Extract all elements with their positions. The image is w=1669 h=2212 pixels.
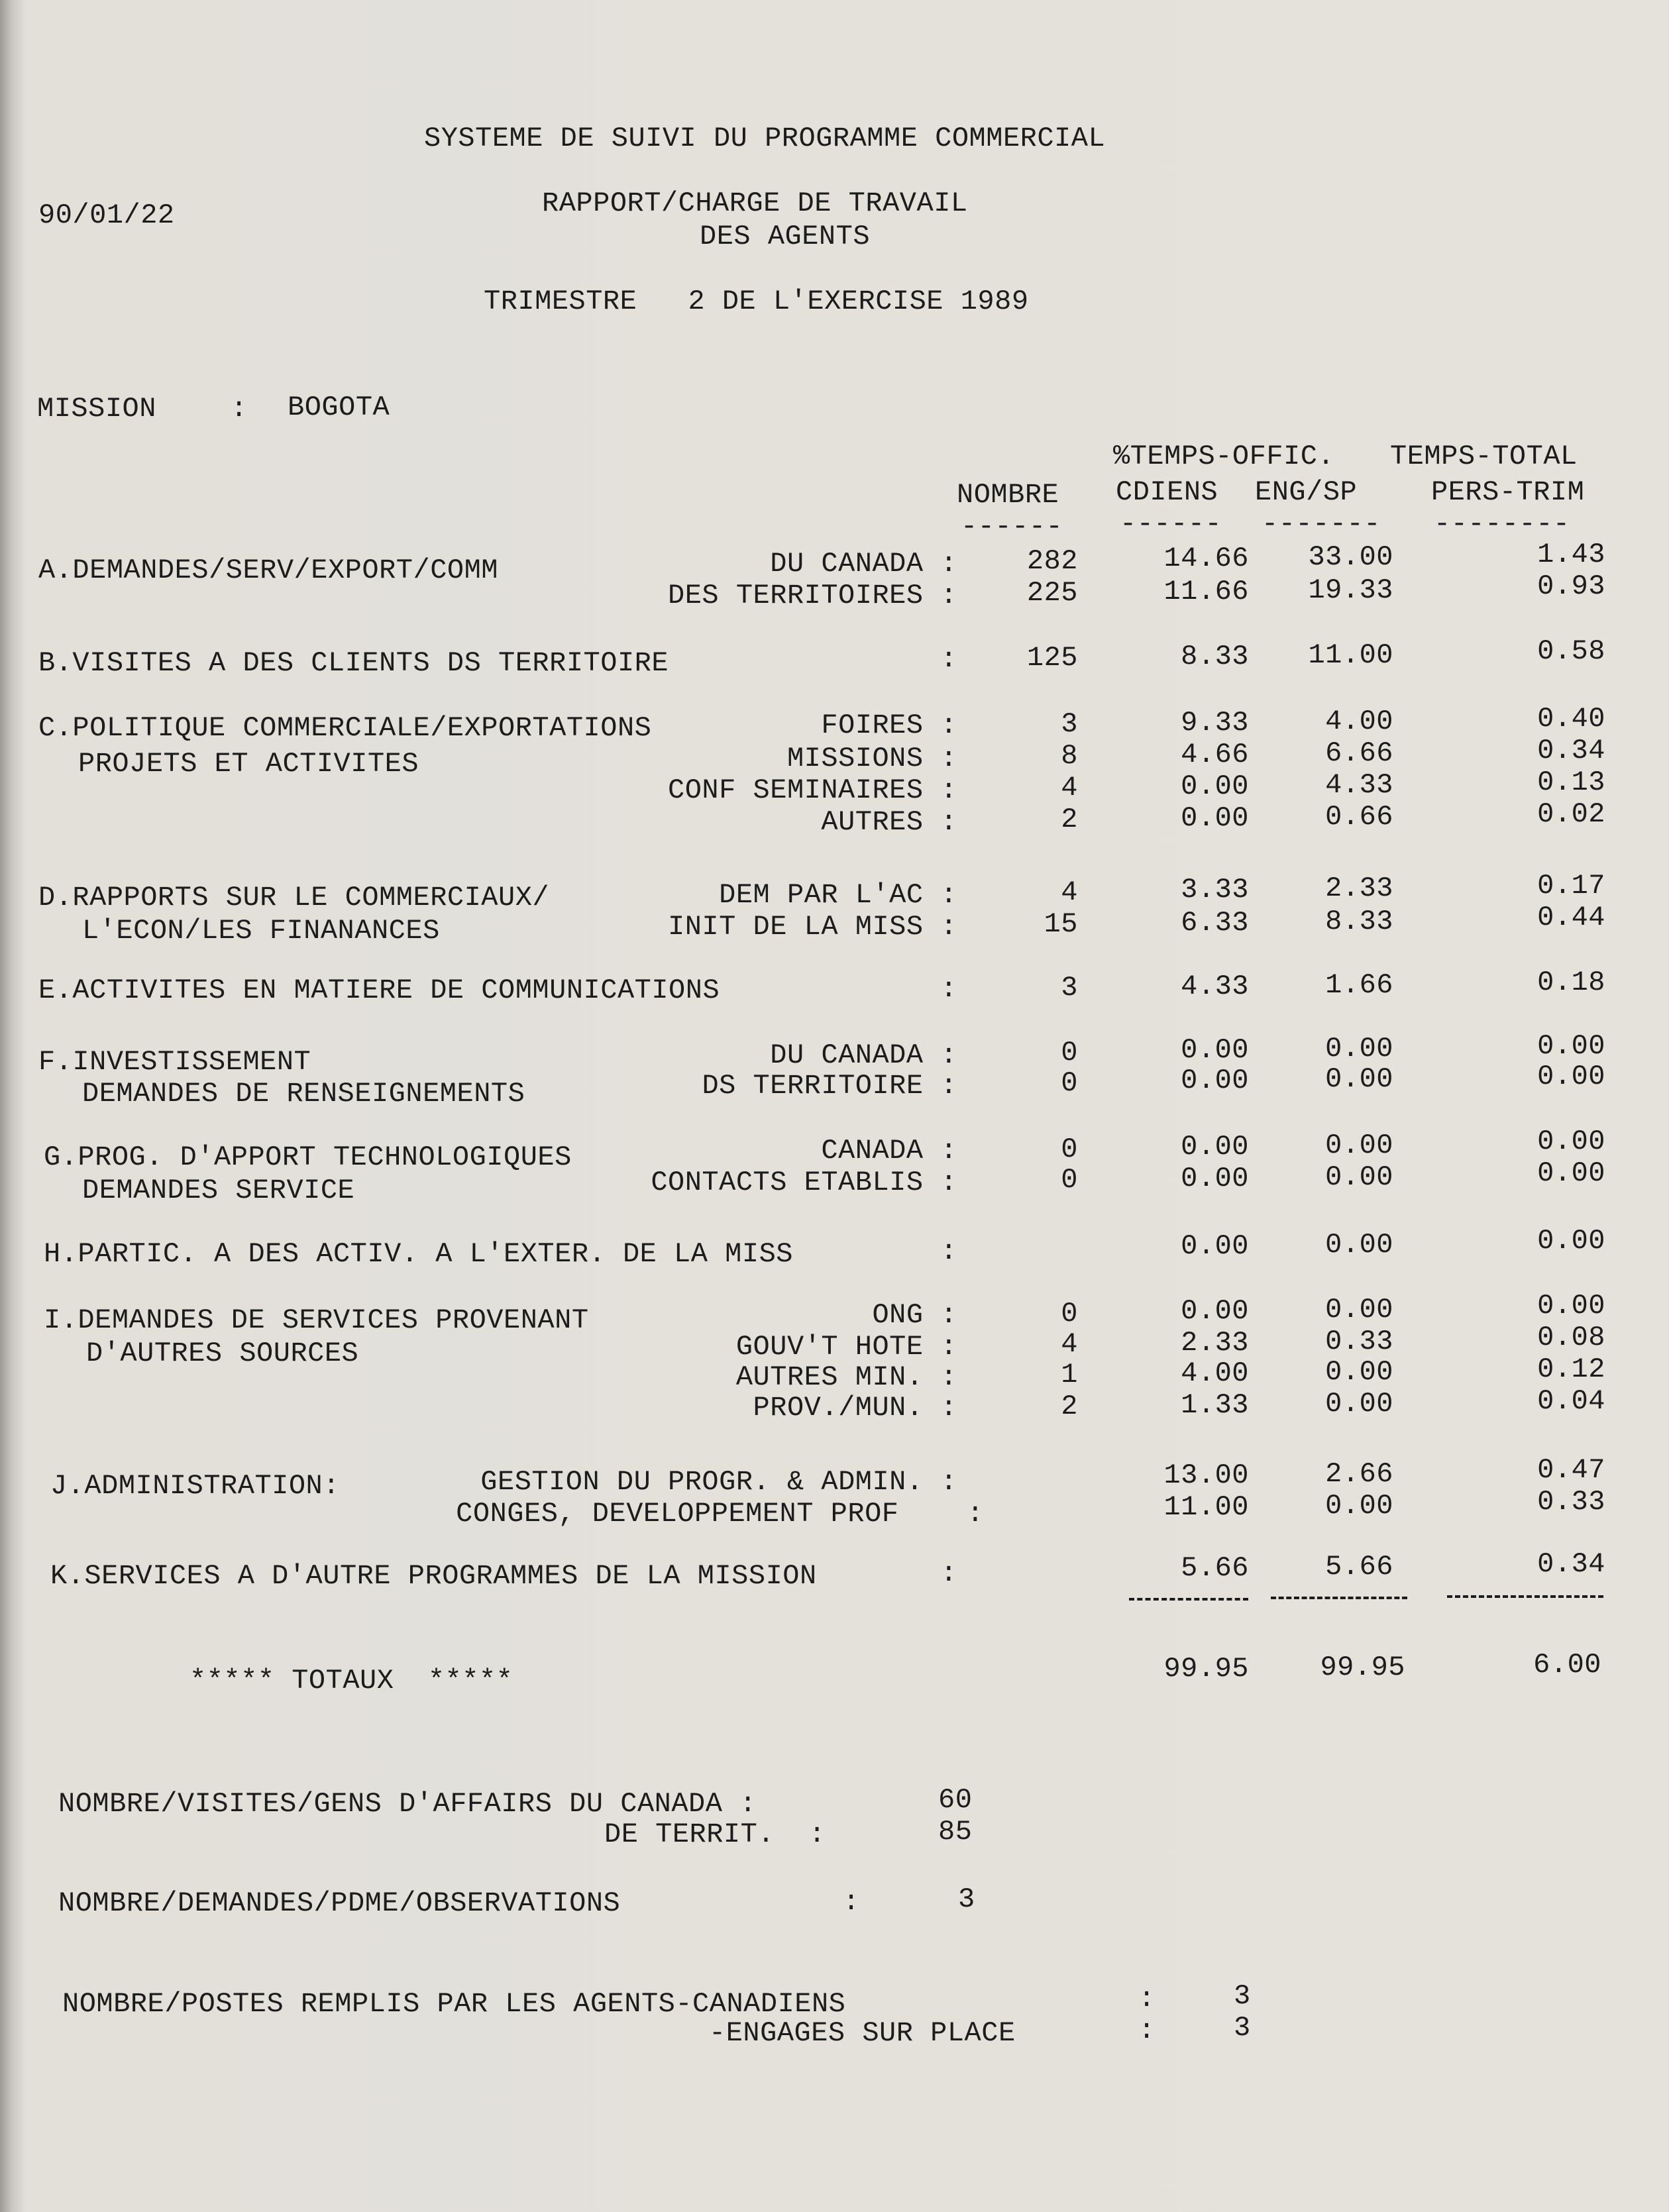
section-a-title: A.DEMANDES/SERV/EXPORT/COMM [38, 554, 499, 586]
pdme-value: 3 [958, 1883, 975, 1915]
row-perstrim: 1.43 [1537, 539, 1605, 570]
row-perstrim: 0.00 [1537, 1157, 1605, 1189]
row-cdiens: 0.00 [1181, 1230, 1249, 1262]
section-i-title: I.DEMANDES DE SERVICES PROVENANT [44, 1304, 589, 1336]
row-nombre: 4 [1061, 876, 1078, 908]
postes-colon: : [1138, 1983, 1156, 2015]
section-f-title: F.INVESTISSEMENT [38, 1046, 311, 1078]
row-sub-label: DS TERRITOIRE : [702, 1070, 957, 1102]
report-title-line-2: DES AGENTS [700, 221, 871, 252]
row-perstrim: 0.04 [1537, 1385, 1605, 1417]
row-sub-label: DEM PAR L'AC : [719, 879, 957, 911]
row-nombre: 3 [1061, 972, 1078, 1004]
row-cdiens: 8.33 [1181, 641, 1249, 672]
row-cdiens: 2.33 [1181, 1327, 1249, 1359]
postes-label: NOMBRE/POSTES REMPLIS PAR LES AGENTS-CANADIENS [62, 1988, 846, 2020]
row-sub-label: CANADA : [821, 1135, 957, 1167]
visites-label: NOMBRE/VISITES/GENS D'AFFAIRS DU CANADA : [58, 1788, 757, 1820]
column-header-engsp: ENG/SP [1255, 476, 1358, 508]
row-perstrim: 0.13 [1537, 766, 1605, 798]
section-e-title: E.ACTIVITES EN MATIERE DE COMMUNICATIONS [38, 974, 720, 1006]
section-i-title-2: D'AUTRES SOURCES [86, 1338, 359, 1369]
row-engsp: 0.00 [1325, 1130, 1393, 1161]
section-g-title: G.PROG. D'APPORT TECHNOLOGIQUES [44, 1141, 572, 1173]
row-engsp: 2.66 [1325, 1458, 1393, 1490]
row-cdiens: 0.00 [1181, 1163, 1249, 1194]
total-engsp: 99.95 [1320, 1652, 1405, 1683]
row-perstrim: 0.00 [1537, 1126, 1605, 1157]
row-nombre: 4 [1061, 772, 1078, 804]
row-nombre: 0 [1061, 1298, 1078, 1330]
visites-territ-value: 85 [938, 1816, 973, 1848]
column-underline-cdiens: ------ [1120, 508, 1222, 540]
column-underline-nombre: ------ [961, 511, 1063, 543]
row-nombre: 3 [1061, 708, 1078, 740]
row-perstrim: 0.08 [1537, 1322, 1605, 1353]
row-engsp: 0.00 [1325, 1388, 1393, 1420]
row-perstrim: 0.00 [1537, 1030, 1605, 1062]
row-perstrim: 0.34 [1537, 1548, 1605, 1580]
total-rule-engsp [1271, 1597, 1407, 1599]
mission-value: BOGOTA [288, 392, 390, 423]
quarter-label: TRIMESTRE 2 DE L'EXERCISE 1989 [484, 286, 1029, 317]
section-c-title: C.POLITIQUE COMMERCIALE/EXPORTATIONS [38, 712, 652, 744]
row-nombre: 225 [1026, 577, 1078, 609]
row-engsp: 0.00 [1325, 1161, 1393, 1193]
totals-label: ***** TOTAUX ***** [189, 1665, 513, 1697]
row-perstrim: 0.93 [1537, 570, 1605, 602]
column-underline-engsp: ------- [1262, 508, 1381, 540]
row-perstrim: 0.18 [1537, 967, 1605, 998]
row-engsp: 6.66 [1325, 737, 1393, 769]
section-h-title: H.PARTIC. A DES ACTIV. A L'EXTER. DE LA MISS [44, 1238, 793, 1270]
engages-label: -ENGAGES SUR PLACE [709, 2017, 1016, 2049]
row-perstrim: 0.00 [1537, 1290, 1605, 1322]
row-sub-label: PROV./MUN. : [753, 1392, 957, 1424]
row-sub-label: CONGES, DEVELOPPEMENT PROF : [456, 1498, 984, 1530]
row-engsp: 11.00 [1308, 639, 1393, 671]
section-g-title-2: DEMANDES SERVICE [82, 1175, 355, 1206]
column-group-temps-offic: %TEMPS-OFFIC. [1113, 441, 1335, 472]
report-title-line-1: RAPPORT/CHARGE DE TRAVAIL [542, 187, 968, 219]
row-sub-label: AUTRES : [821, 806, 957, 838]
row-sub-label: DU CANADA : [770, 1039, 957, 1071]
row-sub-label: INIT DE LA MISS : [668, 911, 957, 943]
row-cdiens: 4.33 [1181, 971, 1249, 1002]
row-perstrim: 0.33 [1537, 1486, 1605, 1518]
row-perstrim: 0.47 [1537, 1454, 1605, 1486]
row-cdiens: 0.00 [1181, 1065, 1249, 1096]
row-sub-label: : [940, 1236, 957, 1267]
row-cdiens: 13.00 [1163, 1459, 1249, 1491]
column-header-cdiens: CDIENS [1116, 476, 1218, 508]
row-engsp: 1.66 [1325, 969, 1393, 1001]
row-nombre: 1 [1061, 1359, 1078, 1391]
row-engsp: 0.00 [1325, 1490, 1393, 1522]
row-cdiens: 3.33 [1181, 874, 1249, 906]
row-engsp: 19.33 [1308, 574, 1393, 606]
total-rule-cdiens [1129, 1598, 1248, 1601]
row-engsp: 0.66 [1325, 801, 1393, 833]
row-engsp: 0.00 [1325, 1356, 1393, 1388]
section-f-title-2: DEMANDES DE RENSEIGNEMENTS [82, 1078, 525, 1110]
total-perstrim: 6.00 [1533, 1649, 1601, 1681]
row-engsp: 0.00 [1325, 1229, 1393, 1261]
row-sub-label: GOUV'T HOTE : [735, 1331, 957, 1363]
row-engsp: 2.33 [1325, 872, 1393, 904]
row-cdiens: 4.66 [1181, 739, 1249, 770]
row-perstrim: 0.02 [1537, 798, 1605, 830]
row-nombre: 8 [1061, 740, 1078, 772]
system-title: SYSTEME DE SUIVI DU PROGRAMME COMMERCIAL [424, 123, 1106, 154]
section-c-title-2: PROJETS ET ACTIVITES [78, 748, 419, 780]
row-sub-label: DU CANADA : [770, 548, 957, 580]
row-cdiens: 1.33 [1181, 1389, 1249, 1421]
engages-colon: : [1138, 2015, 1156, 2046]
row-nombre: 0 [1061, 1133, 1078, 1165]
visites-territ-label: DE TERRIT. : [604, 1818, 826, 1850]
pdme-colon: : [843, 1886, 860, 1918]
row-engsp: 8.33 [1325, 906, 1393, 937]
row-perstrim: 0.44 [1537, 902, 1605, 933]
row-nombre: 4 [1061, 1328, 1078, 1360]
row-cdiens: 6.33 [1181, 907, 1249, 939]
mission-label: MISSION [37, 393, 156, 425]
row-sub-label: : [940, 1557, 957, 1589]
row-sub-label: CONTACTS ETABLIS : [651, 1167, 957, 1198]
mission-colon: : [231, 393, 248, 425]
row-sub-label: ONG : [872, 1299, 957, 1331]
pdme-label: NOMBRE/DEMANDES/PDME/OBSERVATIONS [58, 1887, 621, 1919]
section-d-title: D.RAPPORTS SUR LE COMMERCIAUX/ [38, 882, 550, 914]
row-cdiens: 0.00 [1181, 802, 1249, 834]
row-cdiens: 0.00 [1181, 1295, 1249, 1327]
column-header-nombre: NOMBRE [957, 479, 1059, 511]
row-sub-label: CONF SEMINAIRES : [668, 774, 957, 806]
total-cdiens: 99.95 [1163, 1653, 1249, 1685]
row-cdiens: 11.00 [1163, 1491, 1249, 1523]
column-underline-perstrim: -------- [1434, 508, 1570, 540]
row-perstrim: 0.17 [1537, 870, 1605, 902]
postes-engages-value: 3 [1234, 2012, 1251, 2044]
row-engsp: 5.66 [1325, 1551, 1393, 1583]
row-engsp: 4.33 [1325, 769, 1393, 801]
row-cdiens: 14.66 [1163, 543, 1249, 574]
row-engsp: 0.00 [1325, 1294, 1393, 1326]
row-perstrim: 0.40 [1537, 703, 1605, 735]
row-sub-label: AUTRES MIN. : [735, 1361, 957, 1393]
column-group-temps-total: TEMPS-TOTAL [1390, 441, 1578, 472]
total-rule-perstrim [1447, 1595, 1603, 1598]
row-nombre: 0 [1061, 1067, 1078, 1099]
visites-canada-value: 60 [938, 1784, 973, 1816]
row-cdiens: 0.00 [1181, 770, 1249, 802]
row-cdiens: 0.00 [1181, 1034, 1249, 1066]
row-sub-label: MISSIONS : [786, 743, 957, 774]
row-nombre: 15 [1044, 908, 1078, 940]
row-nombre: 282 [1026, 545, 1078, 577]
row-nombre: 0 [1061, 1164, 1078, 1196]
row-sub-label: FOIRES : [821, 710, 957, 741]
row-cdiens: 4.00 [1181, 1357, 1249, 1389]
section-d-title-2: L'ECON/LES FINANANCES [82, 915, 440, 947]
row-perstrim: 0.34 [1537, 735, 1605, 766]
row-sub-label: : [940, 643, 957, 675]
row-engsp: 0.33 [1325, 1326, 1393, 1357]
row-cdiens: 0.00 [1181, 1131, 1249, 1163]
report-date: 90/01/22 [38, 199, 175, 231]
row-sub-label: GESTION DU PROGR. & ADMIN. : [480, 1466, 957, 1498]
row-perstrim: 0.58 [1537, 635, 1605, 667]
row-sub-label: DES TERRITOIRES : [668, 580, 957, 611]
row-cdiens: 11.66 [1163, 576, 1249, 607]
row-perstrim: 0.12 [1537, 1353, 1605, 1385]
row-nombre: 0 [1061, 1037, 1078, 1069]
row-engsp: 0.00 [1325, 1063, 1393, 1095]
row-perstrim: 0.00 [1537, 1225, 1605, 1257]
column-header-perstrim: PERS-TRIM [1431, 476, 1585, 508]
row-engsp: 33.00 [1308, 541, 1393, 573]
postes-canadiens-value: 3 [1234, 1980, 1251, 2012]
row-cdiens: 9.33 [1181, 707, 1249, 739]
row-nombre: 125 [1026, 642, 1078, 674]
section-b-title: B.VISITES A DES CLIENTS DS TERRITOIRE [38, 647, 669, 679]
section-k-title: K.SERVICES A D'AUTRE PROGRAMMES DE LA MISSION [50, 1560, 817, 1592]
row-nombre: 2 [1061, 804, 1078, 835]
row-nombre: 2 [1061, 1391, 1078, 1422]
row-sub-label: : [940, 973, 957, 1005]
row-perstrim: 0.00 [1537, 1061, 1605, 1092]
row-engsp: 4.00 [1325, 706, 1393, 737]
row-engsp: 0.00 [1325, 1033, 1393, 1065]
section-j-title: J.ADMINISTRATION: [50, 1470, 340, 1502]
row-cdiens: 5.66 [1181, 1552, 1249, 1584]
